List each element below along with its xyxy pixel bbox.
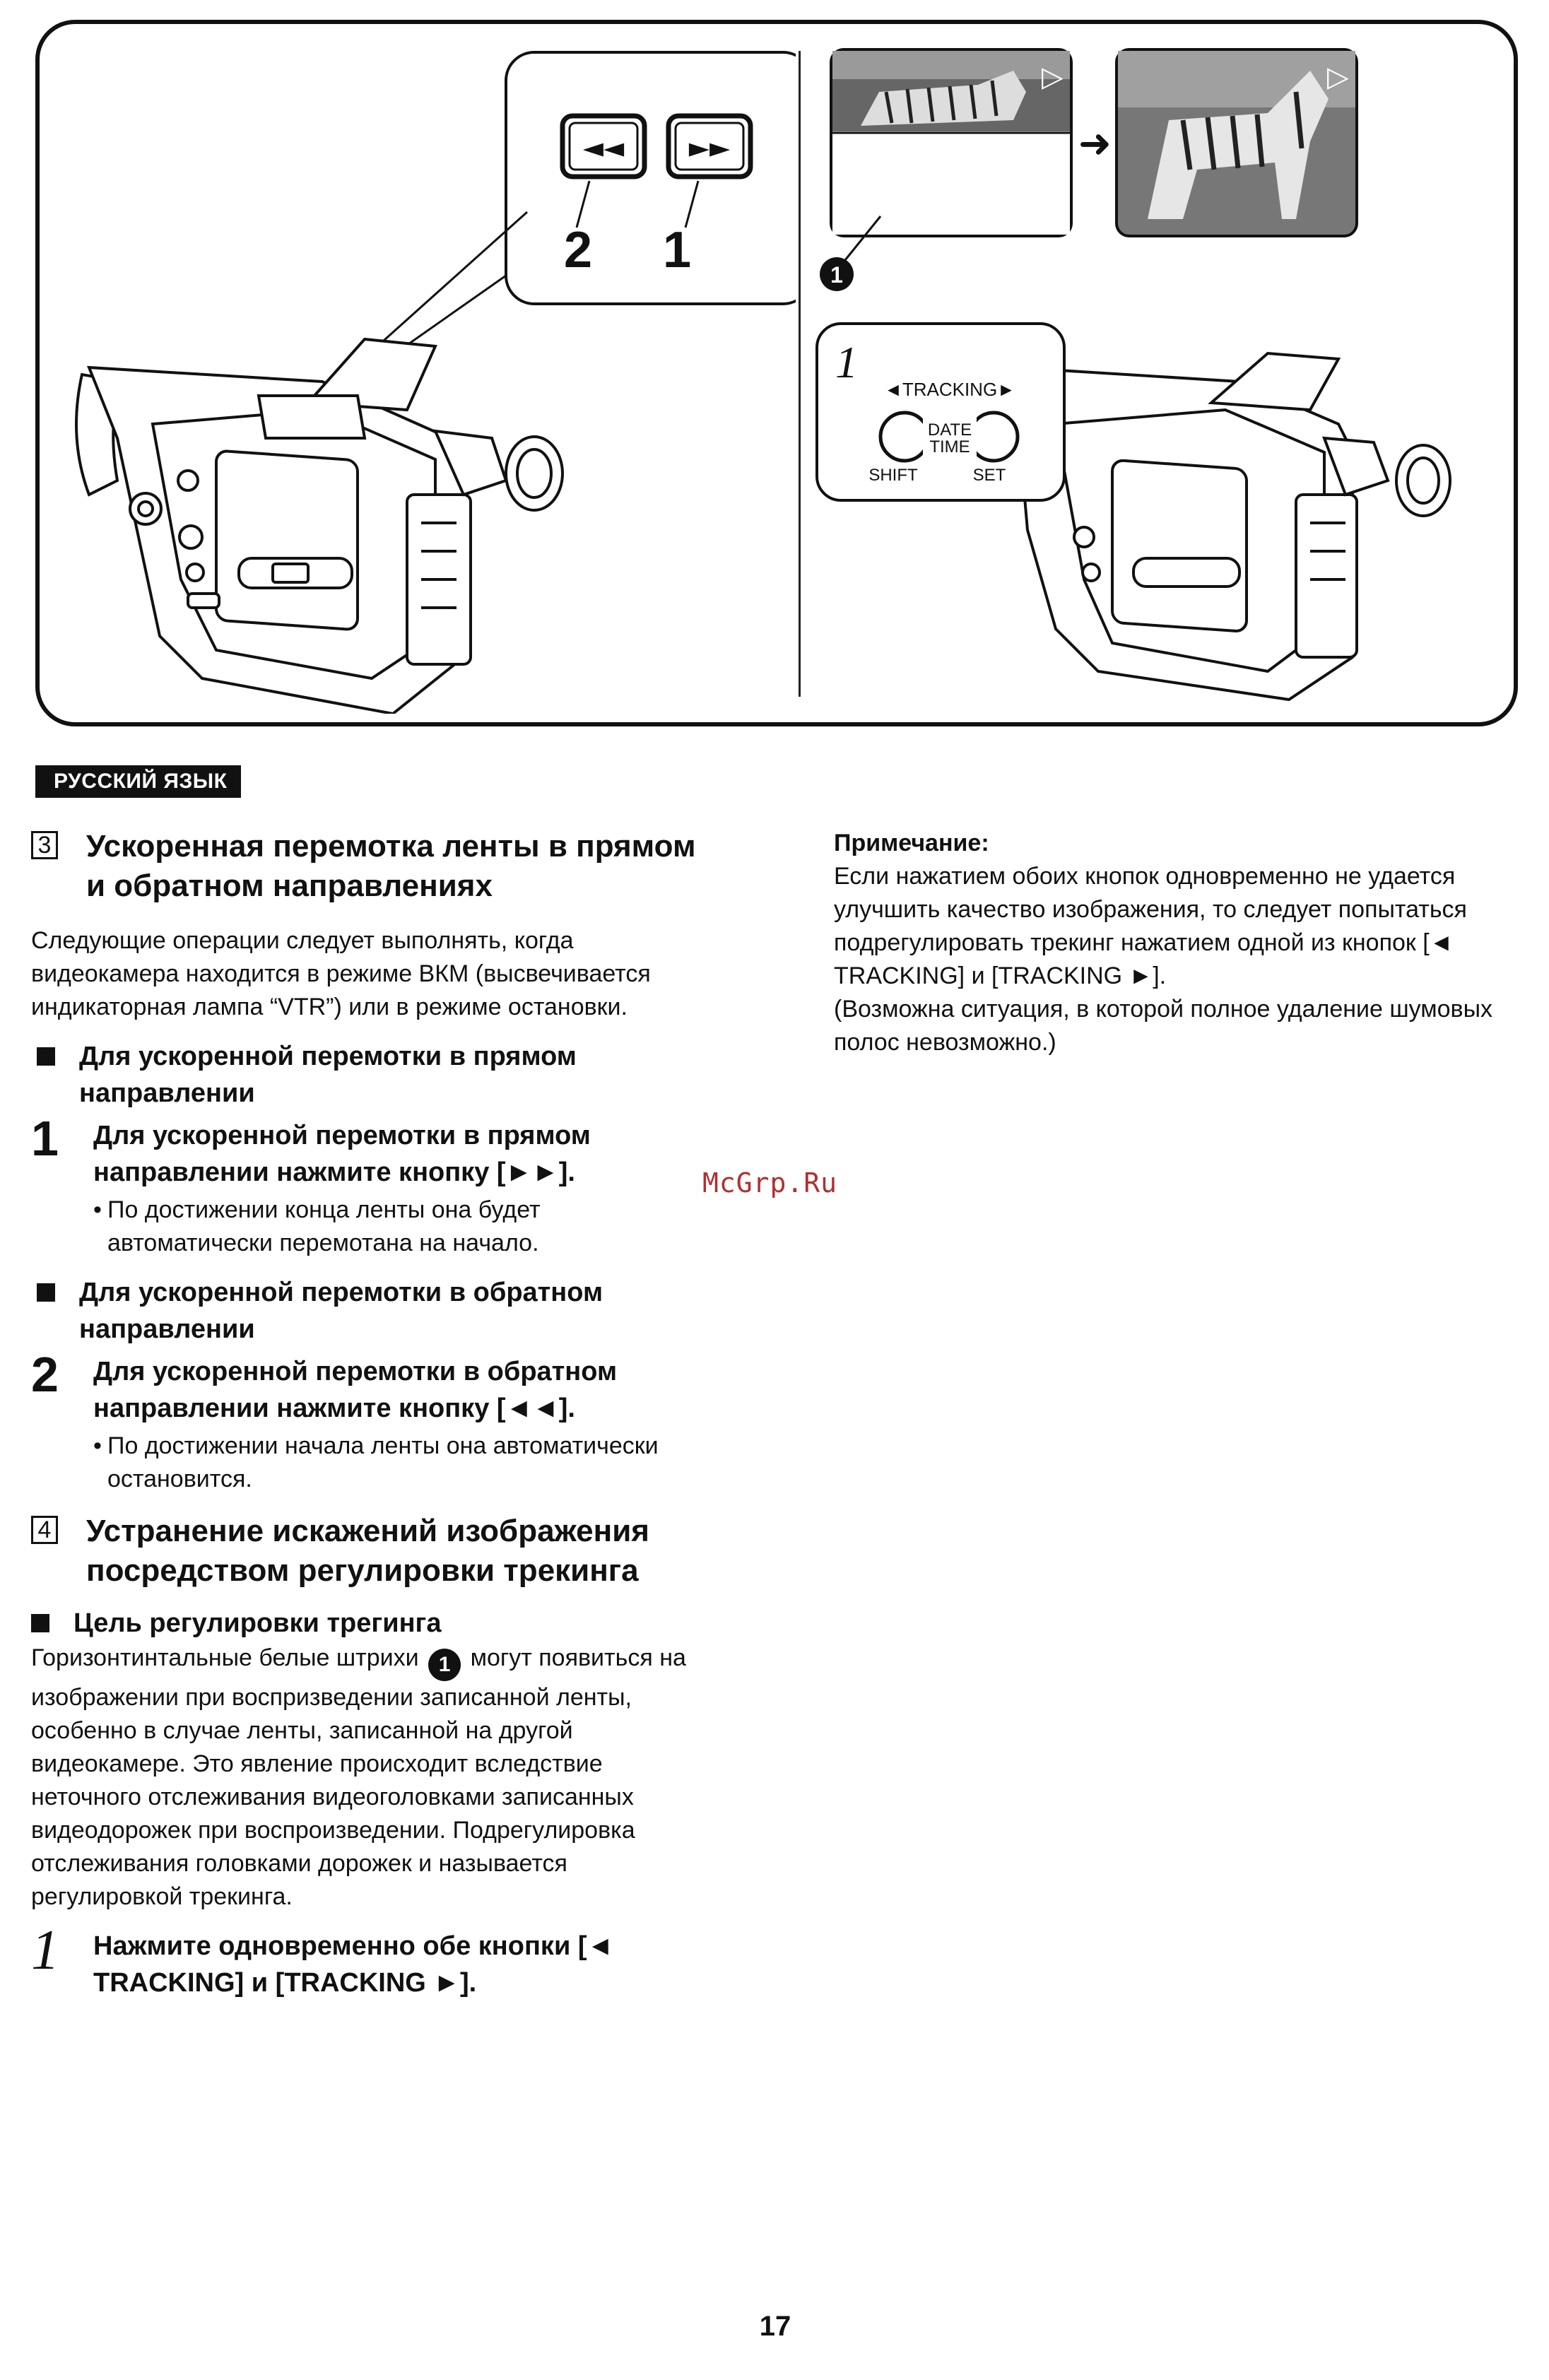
marker-one-label: 1 bbox=[830, 262, 843, 288]
shift-label: SHIFT bbox=[868, 466, 918, 485]
figure-divider bbox=[799, 51, 801, 697]
tracking-adjustment-illustration bbox=[801, 42, 1515, 714]
clear-picture-screen bbox=[1117, 49, 1357, 236]
rewind-subheading bbox=[31, 1274, 709, 1348]
forward-subheading bbox=[31, 1038, 709, 1112]
square-bullet-icon bbox=[37, 1047, 55, 1066]
tracking-buttons-callout bbox=[817, 324, 1064, 500]
tracking-left-button-icon bbox=[880, 413, 929, 461]
step-tracking bbox=[31, 1919, 709, 2001]
subheading-text: Для ускоренной перемотки в обратном направлении bbox=[79, 1278, 603, 1344]
note-text: По достижении конца ленты она будет автоматически перемотана на начало. bbox=[107, 1196, 541, 1256]
date-label: DATE bbox=[927, 420, 972, 440]
section-4-heading bbox=[31, 1512, 709, 1591]
note-text: По достижении начала ленты она автоматически остановится. bbox=[107, 1432, 659, 1492]
watermark: McGrp.Ru bbox=[702, 1167, 838, 1198]
step-number: 1 bbox=[31, 1111, 59, 1166]
forward-symbol: ►► bbox=[688, 132, 731, 163]
camcorder-rewind-forward-illustration bbox=[40, 42, 796, 714]
play-indicator-icon: ▷ bbox=[1327, 61, 1349, 93]
noisy-picture-screen bbox=[830, 49, 1073, 236]
language-badge: РУССКИЙ ЯЗЫК bbox=[35, 765, 241, 798]
step-text: Для ускоренной перемотки в прямом направлении нажмите кнопку [►►]. bbox=[93, 1121, 591, 1187]
subheading-text: Цель регулировки трегинга bbox=[73, 1608, 442, 1638]
button-callout-box bbox=[506, 52, 796, 304]
tracking-label: ◄TRACKING► bbox=[884, 379, 1015, 400]
fast-forward-button-graphic bbox=[669, 116, 750, 177]
note-heading: Примечание: bbox=[834, 830, 989, 856]
note-text: Если нажатием обоих кнопок одновременно не удается улучшить качество изображения, то следует попытаться подрегулировать трекинг нажатием одной из кнопок [◄ TRACKING] и [TRACKING ►]. bbox=[834, 863, 1467, 989]
set-label: SET bbox=[972, 466, 1006, 485]
section-intro: Следующие операции следует выполнять, когда видеокамера находится в режиме ВКМ (высвечивается индикаторная лампа “VTR”) или в режиме остановки. bbox=[31, 927, 651, 1020]
rewind-callout-number: 2 bbox=[564, 222, 593, 278]
tracking-explanation bbox=[31, 1642, 709, 1914]
forward-callout-number: 1 bbox=[663, 222, 692, 278]
section-title: Ускоренная перемотка ленты в прямом и обратном направлениях bbox=[86, 829, 696, 903]
square-bullet-icon bbox=[37, 1283, 55, 1302]
right-column bbox=[834, 827, 1505, 1059]
step-note bbox=[93, 1194, 709, 1260]
step-note bbox=[93, 1430, 709, 1496]
note-text-secondary: (Возможна ситуация, в которой полное удаление шумовых полос невозможно.) bbox=[834, 996, 1493, 1056]
camcorder-icon bbox=[1013, 353, 1450, 700]
section-title: Устранение искажений изображения посредством регулировки трекинга bbox=[86, 1514, 649, 1588]
section-number: 4 bbox=[31, 1516, 58, 1544]
step-text: Нажмите одновременно обе кнопки [◄ TRACKING] и [TRACKING ►]. bbox=[93, 1931, 614, 1998]
time-label: TIME bbox=[929, 437, 970, 456]
step-forward bbox=[31, 1111, 709, 1191]
rewind-button-graphic bbox=[563, 116, 644, 177]
tracking-right-button-icon bbox=[970, 413, 1018, 461]
step-text: Для ускоренной перемотки в обратном направлении нажмите кнопку [◄◄]. bbox=[93, 1357, 618, 1423]
camcorder-icon bbox=[76, 339, 563, 714]
marker-one-badge: 1 bbox=[428, 1649, 461, 1681]
bullet-dot-icon: • bbox=[93, 1196, 102, 1223]
bullet-dot-icon: • bbox=[93, 1432, 102, 1459]
step-number: 1 bbox=[31, 1919, 59, 1981]
rewind-symbol: ◄◄ bbox=[582, 132, 625, 163]
play-indicator-icon: ▷ bbox=[1042, 61, 1064, 93]
section-number: 3 bbox=[31, 831, 58, 859]
left-column bbox=[31, 827, 709, 2004]
step-number: 2 bbox=[31, 1347, 59, 1402]
step-rewind bbox=[31, 1347, 709, 1427]
tracking-step-number: 1 bbox=[835, 337, 858, 387]
explanation-start: Горизонтинтальные белые штрихи bbox=[31, 1644, 419, 1671]
purpose-subheading bbox=[31, 1605, 709, 1642]
subheading-text: Для ускоренной перемотки в прямом направлении bbox=[79, 1042, 577, 1108]
explanation-rest: могут появиться на изображении при воспризведении записанной ленты, особенно в случае ленты, записанной на другой видеокамере. Это явление происходит вследствие неточного отслеживания видеоголовками записанных видеодорожек при воспроизведении. Подрегулировка отслеживания головками дорожек и называется регулировкой трекинга. bbox=[31, 1644, 686, 1910]
square-bullet-icon bbox=[31, 1614, 49, 1632]
page-number: 17 bbox=[759, 2311, 791, 2342]
section-3-heading bbox=[31, 827, 709, 906]
result-arrow-icon: ➜ bbox=[1078, 121, 1112, 167]
